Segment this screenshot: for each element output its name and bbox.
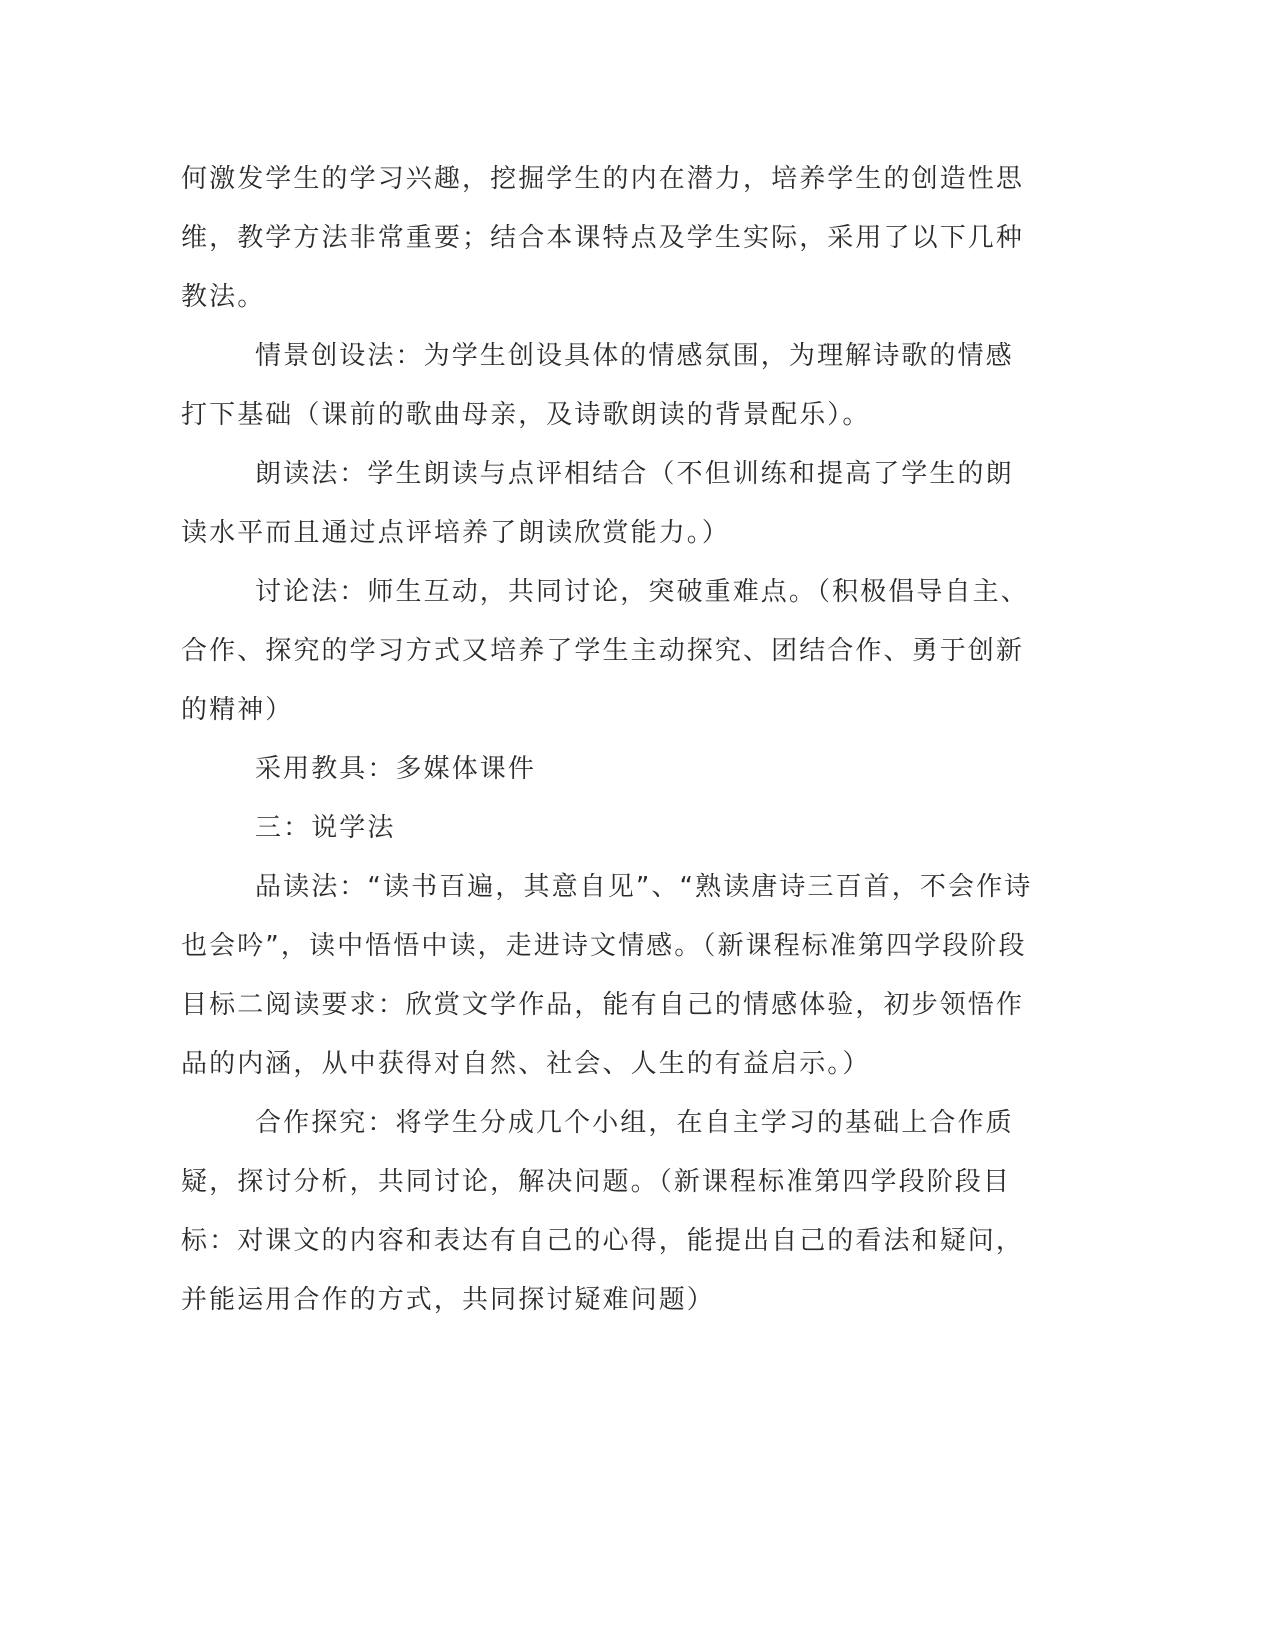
- paragraph-reading-method: 朗读法：学生朗读与点评相结合（不但训练和提高了学生的朗读水平而且通过点评培养了朗读欣赏能力。）: [181, 459, 1014, 548]
- paragraph-teaching-methods-intro: 何激发学生的学习兴趣，挖掘学生的内在潜力，培养学生的创造性思维，教学方法非常重要；结合本课特点及学生实际，采用了以下几种教法。: [181, 164, 1025, 312]
- document-body: [181, 150, 1041, 1330]
- paragraph-teaching-aids: 采用教具：多媒体课件: [255, 754, 537, 784]
- paragraph-cooperative-inquiry: 合作探究：将学生分成几个小组，在自主学习的基础上合作质疑，探讨分析，共同讨论，解决问题。（新课程标准第四学段阶段目标：对课文的内容和表达有自己的心得，能提出自己的看法和疑问，并能运用合作的方式，共同探讨疑难问题）: [181, 1108, 1025, 1315]
- section-heading-learning-methods: 三：说学法: [255, 813, 396, 843]
- paragraph-scenario-method: 情景创设法：为学生创设具体的情感氛围，为理解诗歌的情感打下基础（课前的歌曲母亲，及诗歌朗读的背景配乐）。: [181, 341, 1014, 430]
- paragraph-discussion-method: 讨论法：师生互动，共同讨论，突破重难点。（积极倡导自主、合作、探究的学习方式又培养了学生主动探究、团结合作、勇于创新的精神）: [181, 577, 1029, 725]
- paragraph-appreciative-reading: 品读法：“读书百遍，其意自见”、“熟读唐诗三百首，不会作诗也会吟”，读中悟悟中读，走进诗文情感。（新课程标准第四学段阶段目标二阅读要求：欣赏文学作品，能有自己的情感体验，初步领悟作品的内涵，从中获得对自然、社会、人生的有益启示。）: [181, 872, 1033, 1079]
